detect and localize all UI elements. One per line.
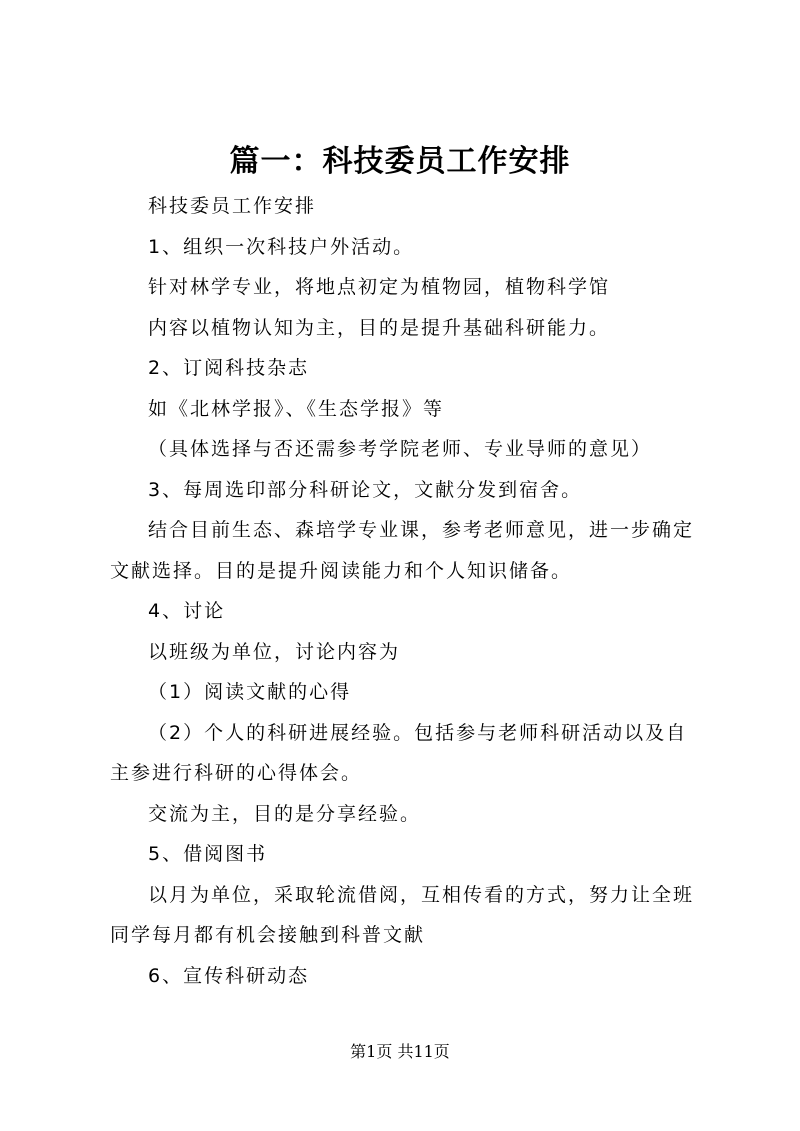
paragraph: 以班级为单位，讨论内容为 <box>148 640 401 663</box>
paragraph: 3、每周选印部分科研论文，文献分发到宿舍。 <box>148 478 583 501</box>
paragraph: 6、宣传科研动态 <box>148 964 310 987</box>
paragraph: （2）个人的科研进展经验。包括参与老师科研活动以及自主参进行科研的心得体会。 <box>110 721 688 784</box>
paragraph: 1、组织一次科技户外活动。 <box>148 235 415 258</box>
document-body <box>110 186 700 996</box>
paragraph: （具体选择与否还需参考学院老师、专业导师的意见） <box>148 438 653 460</box>
paragraph: 内容以植物认知为主，目的是提升基础科研能力。 <box>148 316 611 339</box>
paragraph: 5、借阅图书 <box>148 843 268 865</box>
paragraph: 交流为主，目的是分享经验。 <box>148 802 422 825</box>
document-title: 篇一：科技委员工作安排 <box>229 144 571 179</box>
paragraph: 2、订阅科技杂志 <box>148 357 310 379</box>
paragraph: 以月为单位，采取轮流借阅，互相传看的方式，努力让全班同学每月都有机会接触到科普文献 <box>110 883 695 946</box>
paragraph: 科技委员工作安排 <box>148 195 317 217</box>
paragraph: 结合目前生态、森培学专业课，参考老师意见，进一步确定文献选择。目的是提升阅读能力和个人知识储备。 <box>110 519 695 582</box>
paragraph: 针对林学专业，将地点初定为植物园，植物科学馆 <box>148 276 611 298</box>
paragraph: （1）阅读文献的心得 <box>148 681 352 703</box>
paragraph: 如《北林学报》、《生态学报》等 <box>148 397 445 420</box>
paragraph: 4、讨论 <box>148 600 226 622</box>
page-footer: 第1页 共11页 <box>350 1042 450 1061</box>
